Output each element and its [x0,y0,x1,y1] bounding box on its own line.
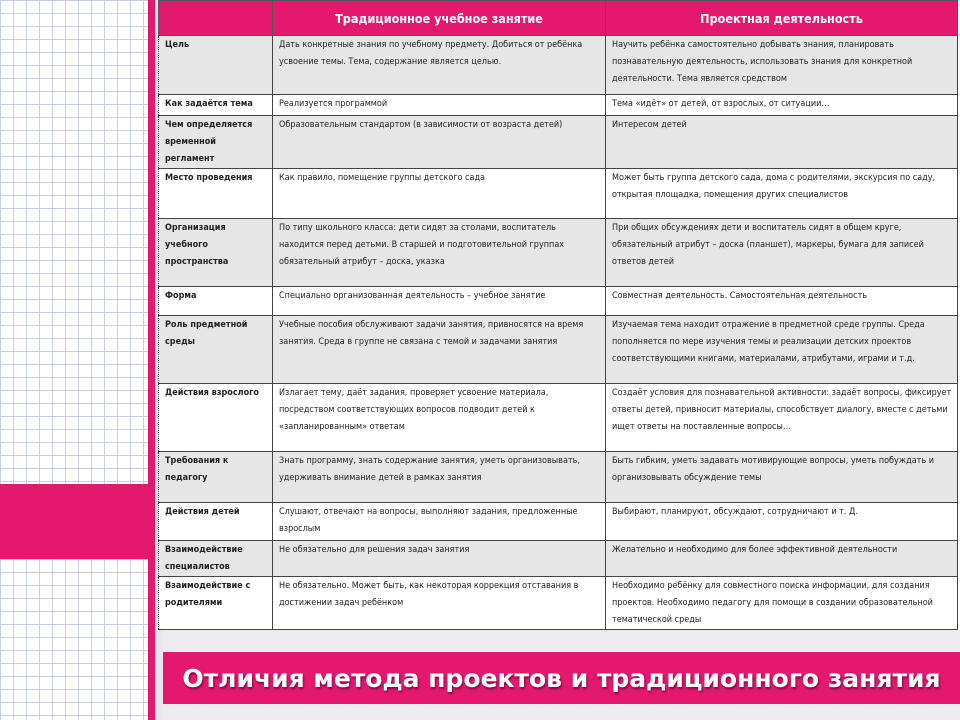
table-row [159,316,958,384]
table-row [159,541,958,577]
table-row [159,169,958,219]
table-header-row [159,1,958,36]
traditional-cell: Образовательным стандартом (в зависимости от возраста детей) [273,116,606,169]
header-project: Проектная деятельность [606,1,958,36]
comparison-table-container [158,0,960,630]
row-label: Место проведения [159,169,273,219]
project-cell: Изучаемая тема находит отражение в предметной среде группы. Среда пополняется по мере изучения темы и реализации детских проектов соответствующими книгами, материалами, атрибутами, играми и т.д. [606,316,958,384]
traditional-cell: Знать программу, знать содержание занятия, уметь организовывать, удерживать внимание детей в рамках занятия [273,452,606,503]
project-cell: Интересом детей [606,116,958,169]
traditional-cell: Как правило, помещение группы детского сада [273,169,606,219]
row-label: Действия взрослого [159,384,273,452]
row-label: Форма [159,287,273,316]
accent-block [0,484,148,559]
traditional-cell: Специально организованная деятельность – учебное занятие [273,287,606,316]
traditional-cell: Слушают, отвечают на вопросы, выполняют задания, предложенные взрослым [273,503,606,541]
comparison-table [158,0,958,630]
slide-title: Отличия метода проектов и традиционного занятия [182,663,941,693]
traditional-cell: Учебные пособия обслуживают задачи занятия, привносятся на время занятия. Среда в группе не связана с темой и задачами занятия [273,316,606,384]
row-label: Роль предметной среды [159,316,273,384]
table-row [159,503,958,541]
project-cell: Быть гибким, уметь задавать мотивирующие вопросы, уметь побуждать и организовывать обсуждение темы [606,452,958,503]
project-cell: Может быть группа детского сада, дома с родителями, экскурсия по саду, открытая площадка, помещения других специалистов [606,169,958,219]
traditional-cell: Излагает тему, даёт задания, проверяет усвоение материала, посредством соответствующих вопросов подводит детей к «запланированным» ответам [273,384,606,452]
row-label: Взаимодействие с родителями [159,577,273,630]
traditional-cell: Дать конкретные знания по учебному предмету. Добиться от ребёнка усвоение темы. Тема, содержание является целью. [273,36,606,95]
table-row [159,384,958,452]
project-cell: При общих обсуждениях дети и воспитатель сидят в общем круге, обязательный атрибут – доска (планшет), маркеры, бумага для записей ответов детей [606,219,958,287]
row-label: Чем определяется временной регламент [159,116,273,169]
row-label: Цель [159,36,273,95]
traditional-cell: Не обязательно для решения задач занятия [273,541,606,577]
project-cell: Тема «идёт» от детей, от взрослых, от ситуации… [606,95,958,116]
project-cell: Желательно и необходимо для более эффективной деятельности [606,541,958,577]
project-cell: Научить ребёнка самостоятельно добывать знания, планировать познавательную деятельность, использовать знания для конкретной деятельности. Тема является средством [606,36,958,95]
project-cell: Создаёт условия для познавательной активности: задаёт вопросы, фиксирует ответы детей, привносит материалы, способствует диалогу, вместе с детьми ищет ответы на поставленные вопросы… [606,384,958,452]
project-cell: Совместная деятельность. Самостоятельная деятельность [606,287,958,316]
table-row [159,95,958,116]
row-label: Действия детей [159,503,273,541]
row-label: Требования к педагогу [159,452,273,503]
table-row [159,116,958,169]
table-row [159,36,958,95]
table-row [159,577,958,630]
slide-title-bar [163,652,960,704]
grid-paper-decoration [0,0,155,720]
header-traditional: Традиционное учебное занятие [273,1,606,36]
table-row [159,287,958,316]
traditional-cell: Не обязательно. Может быть, как некоторая коррекция отставания в достижении задач ребёнком [273,577,606,630]
table-row [159,219,958,287]
row-label: Организация учебного пространства [159,219,273,287]
row-label: Как задаётся тема [159,95,273,116]
project-cell: Выбирают, планируют, обсуждают, сотрудничают и т. Д. [606,503,958,541]
traditional-cell: По типу школьного класса: дети сидят за столами, воспитатель находится перед детьми. В старшей и подготовительной группах обязательный атрибут – доска, указка [273,219,606,287]
table-row [159,452,958,503]
project-cell: Необходимо ребёнку для совместного поиска информации, для создания проектов. Необходимо педагогу для помощи в создании образовательной тематической среды [606,577,958,630]
row-label: Взаимодействие специалистов [159,541,273,577]
header-empty [159,1,273,36]
traditional-cell: Реализуется программой [273,95,606,116]
